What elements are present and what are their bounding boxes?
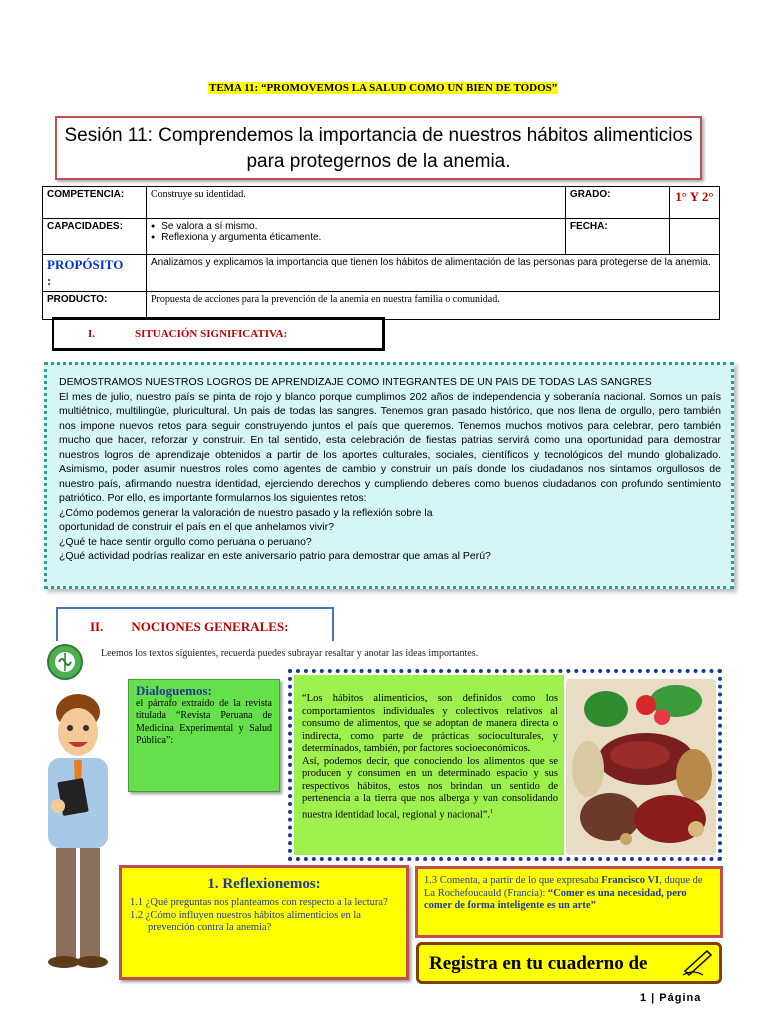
situation-body: El mes de julio, nuestro país se pinta de rojo y blanco porque cumplimos 202 años de independencia y soberanía nacional. Somos un país multiétnico, multilingüe, pluricultural. Un pais de todas las sangres. Tenemos gran pasado histórico, que nos llena de orgullo, pero también nos impone nuevos retos para seguir construyendo juntos el país que queremos. Tenemos muchos motivos para celebrar, pero también mucho que hacer, reforzar y construir. En tal sentido, esta celebración de fiestas patrias servirá como una oportunidad para demostrar nuestros logros de aprendizaje obtenidos a partir de los aportes culturales, sociales, científicos y tecnológicos del mundo globalizado. Asimismo, poder asumir nuestros roles como agentes de cambio y construir un país donde los ciudadanos nos sintamos orgullosos de nuestro país, afirmando nuestra identidad, ejerciendo derechos y cumpliendo deberes como buenos ciudadanos con profundo sentimiento patriótico. Por ello, es importante formularnos los siguientes retos: — [59, 390, 721, 504]
proposito-value: Analizamos y explicamos la importancia que tienen los hábitos de alimentación de las personas para protegerse de la anemia. — [147, 255, 720, 292]
session-title-box — [55, 116, 702, 180]
fecha-value — [669, 219, 719, 255]
section-1-heading — [52, 317, 385, 351]
section-2-heading — [56, 607, 334, 641]
quote-paragraph-1: “Los hábitos alimenticios, son definidos como los comportamientos individuales y colectivos relativos al consumo de alimentos, que se adoptan de manera directa o indirecta, como parte de prácticas socioculturales, y determinados, también, por factores socioeconómicos. — [302, 693, 558, 754]
section-2-number: II. — [90, 619, 104, 634]
competencia-label: COMPETENCIA: — [43, 187, 147, 219]
grado-value: 1° Y 2° — [669, 187, 719, 219]
comenta-prefix: 1.3 Comenta, a partir de lo que expresaba — [424, 875, 602, 886]
comenta-author: Francisco VI — [601, 875, 660, 886]
situation-question: ¿Qué te hace sentir orgullo como peruana o peruano? — [59, 535, 312, 548]
reflexion-question: 1.2 ¿Cómo influyen nuestros hábitos alimenticios en la prevención contra la anemia? — [130, 909, 361, 933]
competencia-value: Construye su identidad. — [147, 187, 566, 219]
reflexionemos-title: 1. Reflexionemos: — [207, 876, 321, 892]
section-2-title: NOCIONES GENERALES: — [131, 619, 289, 634]
producto-label: PRODUCTO: — [43, 292, 147, 320]
section-1-number: I. — [88, 328, 96, 340]
tema-title: TEMA 11: “PROMOVEMOS LA SALUD COMO UN BIEN DE TODOS” — [209, 82, 558, 94]
fecha-label: FECHA: — [565, 219, 669, 255]
quote-paragraph-2: Así, podemos decir, que conociendo los alimentos que se producen y consumen en un determinado espacio y sus respectivos hábitos, estos nos brindan un sentido de pertenencia a la tierra que nos alberga y van consolidando nuestra identidad local, regional y nacional”.$^1$ — [302, 755, 558, 820]
situation-question: ¿Qué actividad podrías realizar en este aniversario patrio para demostrar que amas al Perú? — [59, 550, 491, 562]
page-number: 1 | Página — [640, 992, 702, 1004]
situation-heading: DEMOSTRAMOS NUESTROS LOGROS DE APRENDIZAJE COMO INTEGRANTES DE UN PAIS DE TODAS LAS SANGRES — [59, 376, 652, 388]
reflexionemos-box — [119, 865, 409, 980]
situation-box — [44, 362, 734, 589]
brain-logo-icon — [47, 644, 83, 680]
grado-label: GRADO: — [565, 187, 669, 219]
info-table — [42, 186, 720, 320]
quote-text-panel — [294, 675, 564, 855]
reflexion-question: 1.1 ¿Qué preguntas nos planteamos con respecto a la lectura? — [130, 897, 388, 908]
session-title-line2: para protegernos de la anemia. — [246, 151, 511, 172]
capacidades-list — [147, 219, 566, 255]
dialoguemos-box — [128, 679, 280, 792]
teacher-illustration-icon — [30, 690, 126, 990]
proposito-label: PROPÓSITO : — [43, 255, 147, 292]
situation-question: oportunidad de construir el país en el que anhelamos vivir? — [59, 521, 334, 533]
capacidad-item: ● Reflexiona y argumenta éticamente. — [151, 232, 561, 243]
capacidades-label: CAPACIDADES: — [43, 219, 147, 255]
session-title-line1: Sesión 11: Comprendemos la importancia de nuestros hábitos alimenticios — [64, 125, 693, 146]
producto-value: Propuesta de acciones para la prevención de la anemia en nuestra familia o comunidad. — [147, 292, 720, 320]
quote-box — [288, 669, 722, 861]
capacidad-item: ● Se valora a sí mismo. — [151, 221, 561, 232]
comenta-quote: “Comer es una necesidad, pero comer de forma inteligente es un arte” — [424, 887, 687, 911]
food-photo — [566, 679, 716, 855]
comenta-middle: , duque de La Rochefoucauld (Francia): — [424, 875, 703, 899]
reading-instructions: Leemos los textos siguientes, recuerda puedes subrayar resaltar y anotar las ideas importantes. — [101, 648, 479, 659]
comenta-box — [415, 866, 723, 938]
section-1-title: SITUACIÓN SIGNIFICATIVA: — [135, 328, 288, 340]
registra-banner — [416, 942, 722, 984]
registra-text: Registra en tu cuaderno de — [429, 953, 648, 974]
writing-hand-icon — [681, 947, 715, 977]
dialoguemos-text: el párrafo extraído de la revista titulada “Revista Peruana de Medicina Experimental y Salud Pública”: — [136, 697, 272, 746]
dialoguemos-title: Dialoguemos: — [136, 683, 212, 698]
situation-question: ¿Cómo podemos generar la valoración de nuestro pasado y la reflexión sobre la — [59, 506, 433, 519]
